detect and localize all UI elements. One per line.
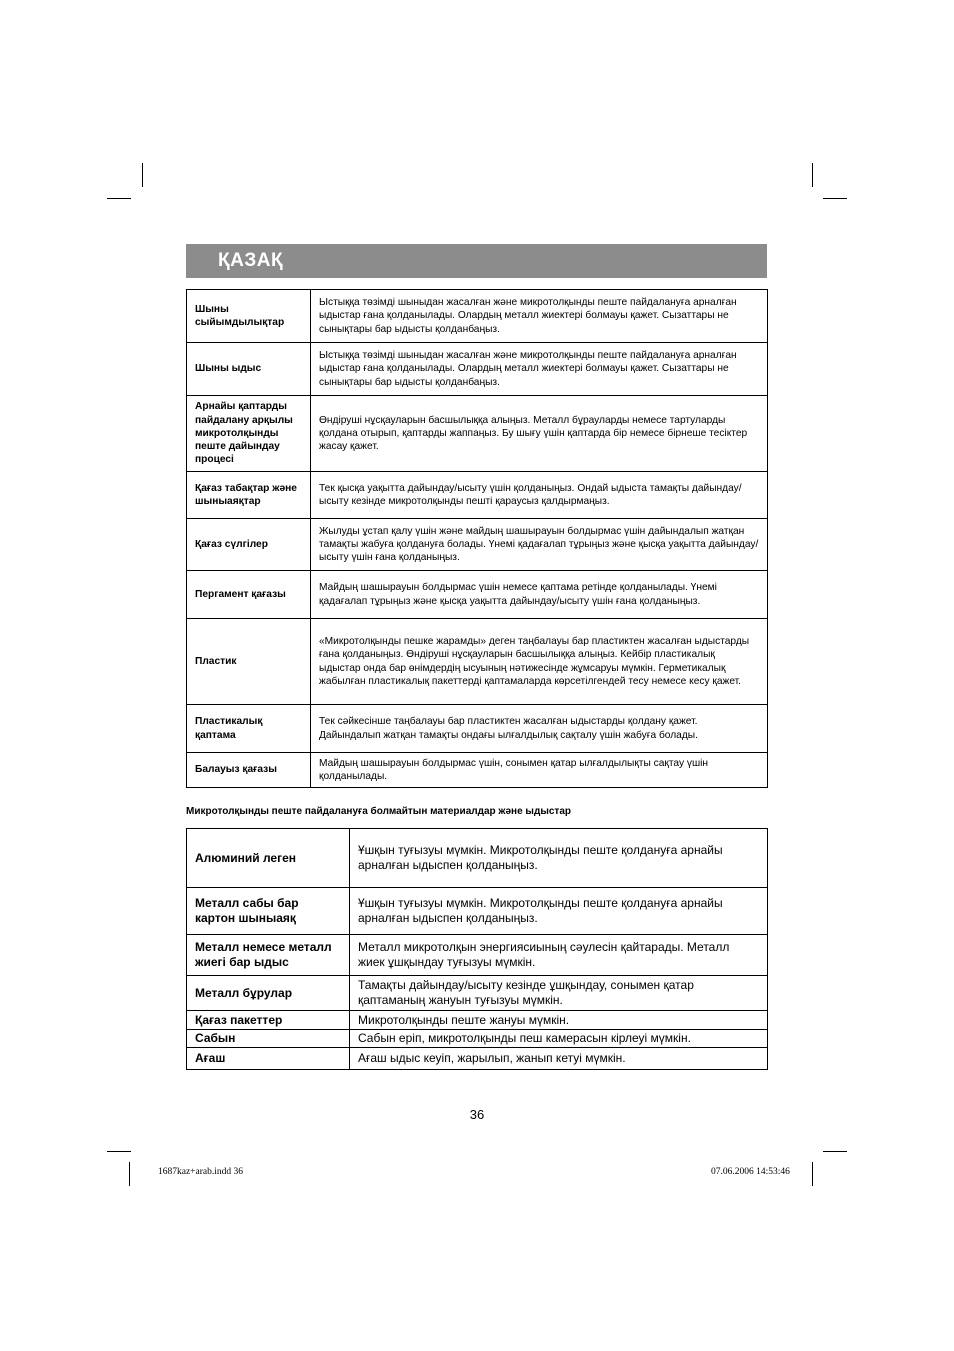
material-cell: Металл сабы бар картон шыныаяқ: [187, 888, 350, 935]
material-cell: Металл немесе металл жиегі бар ыдыс: [187, 935, 350, 976]
description-cell: Металл микротолқын энергиясиының сәулесін қайтарады. Металл жиек ұшқындау туғызуы мүмкін.: [350, 935, 768, 976]
description-cell: Майдың шашырауын болдырмас үшін, сонымен қатар ылғалдылықты сақтау үшін қолданылады.: [311, 753, 768, 788]
description-cell: Жылуды ұстап қалу үшін және майдың шашырауын болдырмас үшін дайындалып жатқан тамақты жабуға қолдануға болады. Үнемі қадағалап тұрыңыз және қысқа уақытта дайындау/ысыту үшін ғана қолданыңыз.: [311, 519, 768, 571]
footer-filename: 1687kaz+arab.indd 36: [158, 1167, 244, 1177]
crop-mark: [142, 163, 143, 187]
footer-timestamp: 07.06.2006 14:53:46: [711, 1167, 790, 1177]
table-row: [187, 1048, 768, 1070]
table-row: [187, 343, 768, 396]
language-title: ҚАЗАҚ: [218, 250, 284, 271]
material-cell: Шыны сыйымдылықтар: [187, 290, 311, 343]
material-cell: Пластикалық қаптама: [187, 705, 311, 753]
material-cell: Пергамент қағазы: [187, 571, 311, 619]
unsuitable-materials-table: [186, 828, 768, 1070]
crop-mark: [812, 1162, 813, 1186]
table-row: [187, 935, 768, 976]
table-row: [187, 290, 768, 343]
table-row: [187, 829, 768, 888]
crop-mark: [129, 1162, 130, 1186]
material-cell: Сабын: [187, 1030, 350, 1048]
table-row: [187, 472, 768, 519]
description-cell: Тамақты дайындау/ысыту кезінде ұшқындау, сонымен қатар қаптаманың жануын туғызуы мүмкін.: [350, 976, 768, 1011]
table-row: [187, 571, 768, 619]
crop-mark: [107, 198, 131, 199]
crop-mark: [107, 1151, 131, 1152]
description-cell: Ұшқын туғызуы мүмкін. Микротолқынды пеште қолдануға арнайы арналған ыдыспен қолданыңыз.: [350, 888, 768, 935]
description-cell: Майдың шашырауын болдырмас үшін немесе қаптама ретінде қолданылады. Үнемі қадағалап тұрыңыз және қысқа уақытта дайындау/ысыту үшін ғана қолданыңыз.: [311, 571, 768, 619]
description-cell: «Микротолқынды пешке жарамды» деген таңбалауы бар пластиктен жасалған ыдыстарды ғана қолданыңыз. Өндіруші нұсқауларын басшылыққа алыңыз. Кейбір пластикалық ыдыстар онда бар өнімдердің ысуының нәтижесінде жұмсаруы мүмкін. Герметикалық жабылған пластикалық пакеттерді қаптамаларда көрсетілгендей тесу немесе кесу қажет.: [311, 619, 768, 705]
table-row: [187, 1030, 768, 1048]
table-row: [187, 396, 768, 472]
material-cell: Алюминий леген: [187, 829, 350, 888]
table-row: [187, 976, 768, 1011]
table-row: [187, 619, 768, 705]
suitable-materials-table: [186, 289, 768, 788]
description-cell: Өндіруші нұсқауларын басшылыққа алыңыз. Металл бұрауларды немесе тартуларды қолдана отырып, қаптарды жаппаңыз. Бу шығу үшін қаптарда бір немесе бірнеше тесіктер жасау қажет.: [311, 396, 768, 472]
crop-mark: [823, 1151, 847, 1152]
table-row: [187, 519, 768, 571]
material-cell: Шыны ыдыс: [187, 343, 311, 396]
table-row: [187, 705, 768, 753]
description-cell: Микротолқынды пеште жануы мүмкін.: [350, 1011, 768, 1030]
section-title: Микротолқынды пеште пайдалануға болмайтын материалдар және ыдыстар: [186, 806, 571, 817]
material-cell: Пластик: [187, 619, 311, 705]
table-row: [187, 753, 768, 788]
material-cell: Арнайы қаптарды пайдалану арқылы микротолқынды пеште дайындау процесі: [187, 396, 311, 472]
language-header-bar: [186, 244, 767, 278]
crop-mark: [823, 198, 847, 199]
table-row: [187, 1011, 768, 1030]
description-cell: Тек қысқа уақытта дайындау/ысыту үшін қолданыңыз. Ондай ыдыста тамақты дайындау/ысыту кезінде микротолқынды пешті қараусыз қалдырмаңыз.: [311, 472, 768, 519]
table-row: [187, 888, 768, 935]
material-cell: Қағаз сүлгілер: [187, 519, 311, 571]
page-number: 36: [469, 1107, 485, 1122]
material-cell: Балауыз қағазы: [187, 753, 311, 788]
material-cell: Металл бұрулар: [187, 976, 350, 1011]
material-cell: Ағаш: [187, 1048, 350, 1070]
description-cell: Тек сәйкесінше таңбалауы бар пластиктен жасалған ыдыстарды қолдану қажет. Дайындалып жатқан тамақты ондағы ылғалдылық сақталу үшін жабуға болады.: [311, 705, 768, 753]
description-cell: Ағаш ыдыс кеуіп, жарылып, жанып кетуі мүмкін.: [350, 1048, 768, 1070]
description-cell: Ыстыққа төзімді шыныдан жасалған және микротолқынды пеште пайдалануға арналған ыдыстар ғана қолданылады. Олардың металл жиектері болмауы қажет. Сызаттары не сынықтары бар ыдысты қолданбаңыз.: [311, 343, 768, 396]
description-cell: Сабын еріп, микротолқынды пеш камерасын кірлеуі мүмкін.: [350, 1030, 768, 1048]
material-cell: Қағаз пакеттер: [187, 1011, 350, 1030]
crop-mark: [812, 163, 813, 187]
description-cell: Ұшқын туғызуы мүмкін. Микротолқынды пеште қолдануға арнайы арналған ыдыспен қолданыңыз.: [350, 829, 768, 888]
material-cell: Қағаз табақтар және шыныаяқтар: [187, 472, 311, 519]
description-cell: Ыстыққа төзімді шыныдан жасалған және микротолқынды пеште пайдалануға арналған ыдыстар ғана қолданылады. Олардың металл жиектері болмауы қажет. Сызаттары не сынықтары бар ыдысты қолданбаңыз.: [311, 290, 768, 343]
